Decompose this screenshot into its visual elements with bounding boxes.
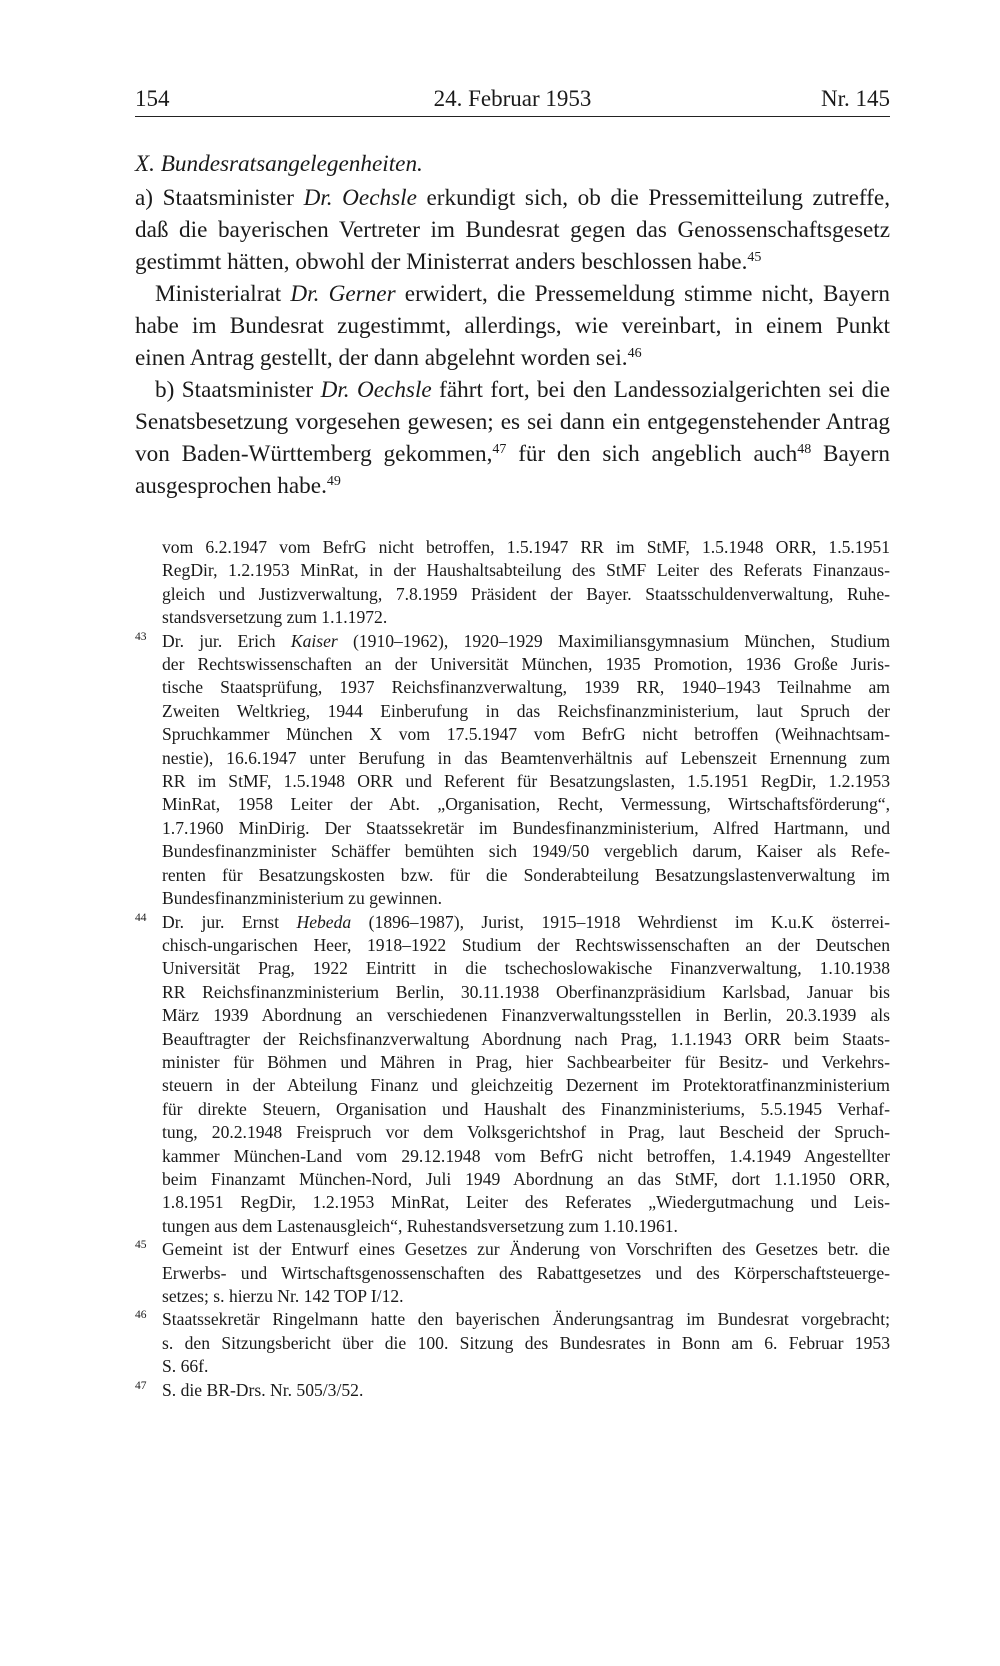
text-line: b) Staatsminister Dr. Oechsle fährt fort, bei den Landessozialgerichten sei die <box>155 377 891 403</box>
footnote-line: S. die BR-Drs. Nr. 505/3/52. <box>162 1379 364 1400</box>
footnote-line: vom 6.2.1947 vom BefrG nicht betroffen, 1.5.1947 RR im StMF, 1.5.1948 ORR, 1.5.1951 <box>162 537 890 557</box>
footnote-line: standsversetzung zum 1.1.1972. <box>162 607 388 628</box>
footnote-line: Universität Prag, 1922 Eintritt in die tschechoslowakische Finanzverwaltung, 1.10.1938 <box>162 958 890 979</box>
footnote-reference[interactable]: 45 <box>747 250 762 265</box>
running-head <box>135 82 890 117</box>
footnote-line: Erwerbs- und Wirtschaftsgenossenschaften des Rabattgesetzes und des Körperschaftsteuerge- <box>162 1262 890 1283</box>
text-line: gestimmt hätten, obwohl der Ministerrat anders beschlossen habe.$^{45}$ <box>135 249 762 275</box>
footnote-line: Spruchkammer München X vom 17.5.1947 vom BefrG nicht betroffen (Weihnachtsam- <box>162 724 890 745</box>
footnote-line: für direkte Steuern, Organisation und Haushalt des Finanzministeriums, 5.5.1945 Verhaf- <box>162 1098 890 1119</box>
footnote-number: 45 <box>135 1239 147 1252</box>
footnote-line: RR Reichsfinanzministerium Berlin, 30.11.1938 Oberfinanzpräsidium Karlsbad, Januar bis <box>162 981 890 1002</box>
footnote-line: tische Staatsprüfung, 1937 Reichsfinanzverwaltung, 1939 RR, 1940–1943 Teilnahme am <box>162 677 890 698</box>
text-line: daß die bayerischen Vertreter im Bundesrat gegen das Genossenschaftsgesetz <box>135 217 890 243</box>
person-name: Dr. Oechsle <box>303 185 417 211</box>
footnote-line: s. den Sitzungsbericht über die 100. Sitzung des Bundesrates in Bonn am 6. Februar 1953 <box>162 1332 890 1353</box>
footnote-line: März 1939 Abordnung an verschiedenen Finanzverwaltungsstellen in Berlin, 20.3.1939 als <box>162 1005 890 1026</box>
paragraph <box>135 374 890 502</box>
footnote-line: Beauftragter der Reichsfinanzverwaltung Abordnung nach Prag, 1.1.1943 ORR beim Staats- <box>162 1028 890 1049</box>
section-heading: X. Bundesratsangelegenheiten. <box>135 151 423 177</box>
footnote-line: tungen aus dem Lastenausgleich“, Ruhestandsversetzung zum 1.10.1961. <box>162 1215 678 1236</box>
footnote-line: Bundesfinanzministerium zu gewinnen. <box>162 888 442 909</box>
footnote-line: Zweiten Weltkrieg, 1944 Einberufung in das Reichsfinanzministerium, laut Spruch der <box>162 700 890 721</box>
text-line: von Baden-Württemberg gekommen,$^{47}$ für den sich angeblich auch$^{48}$ Bayern <box>135 441 890 467</box>
footnote <box>135 911 890 1239</box>
footnote-line: S. 66f. <box>162 1356 209 1377</box>
paragraph <box>135 278 890 374</box>
text-line: Senatsbesetzung vorgesehen gewesen; es sei dann ein entgegenstehender Antrag <box>135 409 890 435</box>
footnote-line: beim Finanzamt München-Nord, Juli 1949 Abordnung an das StMF, dort 1.1.1950 ORR, <box>162 1168 890 1189</box>
footnote-line: kammer München-Land vom 29.12.1948 vom BefrG nicht betroffen, 1.4.1949 Angestellter <box>162 1145 890 1166</box>
footnotes <box>135 536 890 1402</box>
footnote-line: Gemeint ist der Entwurf eines Gesetzes zur Änderung von Vorschriften des Gesetzes betr. die <box>162 1239 890 1260</box>
footnote-line: nestie), 16.6.1947 unter Berufung in das Beamtenverhältnis auf Lebenszeit Ernennung zum <box>162 747 890 768</box>
footnote-line: 1.7.1960 MinDirig. Der Staatssekretär im Bundesfinanzministerium, Alfred Hartmann, und <box>162 817 890 838</box>
footnote-number: 43 <box>135 630 147 643</box>
footnote-line: 1.8.1951 RegDir, 1.2.1953 MinRat, Leiter des Referates „Wiedergutmachung und Leis- <box>162 1192 890 1213</box>
footnote-line: MinRat, 1958 Leiter der Abt. „Organisation, Recht, Vermessung, Wirtschaftsförderung“, <box>162 794 890 815</box>
footnote-line: der Rechtswissenschaften an der Universität München, 1935 Promotion, 1936 Große Juris- <box>162 654 890 675</box>
footnote-line: chisch-ungarischen Heer, 1918–1922 Studium der Rechtswissenschaften an der Deutschen <box>162 934 890 955</box>
footnote-line: Dr. jur. Erich Kaiser (1910–1962), 1920–1929 Maximiliansgymnasium München, Studium <box>162 630 891 651</box>
footnote-line: setzes; s. hierzu Nr. 142 TOP I/12. <box>162 1286 404 1306</box>
footnote <box>135 630 890 911</box>
footnote-line: RR im StMF, 1.5.1948 ORR und Referent für Besatzungslasten, 1.5.1951 RegDir, 1.2.1953 <box>162 771 890 792</box>
footnote <box>135 536 890 630</box>
text-line: a) Staatsminister Dr. Oechsle erkundigt sich, ob die Pressemitteilung zutreffe, <box>135 185 890 211</box>
footnote-line: Bundesfinanzminister Schäffer bemühten sich 1949/50 vergeblich darum, Kaiser als Refe- <box>162 841 890 862</box>
footnote-line: RegDir, 1.2.1953 MinRat, in der Haushaltsabteilung des StMF Leiter des Referats Finanzaus- <box>162 560 890 581</box>
person-name: Hebeda <box>296 911 352 932</box>
footnote-line: Dr. jur. Ernst Hebeda (1896–1987), Jurist, 1915–1918 Wehrdienst im K.u.K österrei- <box>162 911 891 932</box>
footnote-line: renten für Besatzungskosten bzw. für die Sonderabteilung Besatzungslastenverwaltung im <box>162 864 890 885</box>
main-paragraphs <box>135 182 890 502</box>
footnote-line: tung, 20.2.1948 Freispruch vor dem Volksgerichtshof in Prag, laut Bescheid der Spruch- <box>162 1122 890 1143</box>
text-line: ausgesprochen habe.$^{49}$ <box>135 473 341 499</box>
footnote-reference[interactable]: 46 <box>627 346 642 361</box>
page-number: 154 <box>135 86 170 111</box>
footnote-number: 46 <box>135 1309 147 1322</box>
footnote-line: steuern in der Abteilung Finanz und gleichzeitig Dezernent im Protektoratfinanzministerium <box>162 1075 890 1096</box>
footnote-number: 44 <box>135 911 147 924</box>
protocol-number: Nr. 145 <box>821 86 890 111</box>
footnote-reference[interactable]: 49 <box>326 474 341 489</box>
text-line: habe im Bundesrat zugestimmt, allerdings, wie vereinbart, in einem Punkt <box>135 313 890 339</box>
text-line: Ministerialrat Dr. Gerner erwidert, die Pressemeldung stimme nicht, Bayern <box>155 281 890 307</box>
footnote <box>135 1238 890 1308</box>
footnote <box>135 1308 890 1378</box>
footnote-line: Staatssekretär Ringelmann hatte den bayerischen Änderungsantrag im Bundesrat vorgebracht; <box>162 1309 890 1330</box>
footnote-number: 47 <box>135 1379 147 1392</box>
paragraph <box>135 182 890 278</box>
person-name: Dr. Gerner <box>290 281 396 307</box>
person-name: Dr. Oechsle <box>320 377 432 403</box>
footnote-line: gleich und Justizverwaltung, 7.8.1959 Präsident der Bayer. Staatsschuldenverwaltung, Ruhe- <box>162 583 890 604</box>
footnote-reference[interactable]: 48 <box>797 442 812 457</box>
footnote-reference[interactable]: 47 <box>492 442 507 457</box>
text-line: einen Antrag gestellt, der dann abgelehnt worden sei.$^{46}$ <box>135 345 642 371</box>
header-date: 24. Februar 1953 <box>433 86 592 111</box>
footnote <box>135 1379 890 1402</box>
main-text <box>135 148 890 502</box>
footnote-line: minister für Böhmen und Mähren in Prag, hier Sachbearbeiter für Besitz- und Verkehrs- <box>162 1051 890 1072</box>
person-name: Kaiser <box>290 630 338 651</box>
